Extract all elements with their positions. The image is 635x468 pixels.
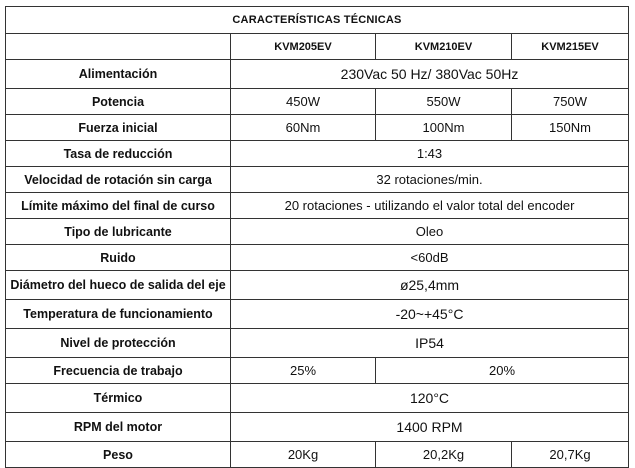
row-value: 60Nm	[231, 115, 376, 141]
row-value: 100Nm	[376, 115, 512, 141]
row-label: Alimentación	[6, 60, 231, 89]
row-value: 20,7Kg	[512, 442, 629, 468]
model-header-1: KVM205EV	[231, 34, 376, 60]
row-value: 20Kg	[231, 442, 376, 468]
row-value: Oleo	[231, 219, 629, 245]
row-value: 1400 RPM	[231, 413, 629, 442]
tech-specs-table	[5, 6, 629, 468]
row-value: 25%	[231, 358, 376, 384]
row-label: Temperatura de funcionamiento	[6, 300, 231, 329]
row-label: Límite máximo del final de curso	[6, 193, 231, 219]
table-row	[6, 300, 629, 329]
model-header-row	[6, 34, 629, 60]
table-title-row	[6, 7, 629, 34]
row-value: ø25,4mm	[231, 271, 629, 300]
table-row	[6, 384, 629, 413]
row-value: <60dB	[231, 245, 629, 271]
row-label: RPM del motor	[6, 413, 231, 442]
table-row	[6, 358, 629, 384]
model-header-2: KVM210EV	[376, 34, 512, 60]
row-value: -20~+45°C	[231, 300, 629, 329]
table-row	[6, 413, 629, 442]
row-value: 20%	[376, 358, 629, 384]
table-row	[6, 115, 629, 141]
row-label: Nivel de protección	[6, 329, 231, 358]
row-value: 550W	[376, 89, 512, 115]
row-value: 150Nm	[512, 115, 629, 141]
row-label: Tasa de reducción	[6, 141, 231, 167]
row-value: 750W	[512, 89, 629, 115]
table-row	[6, 219, 629, 245]
row-value: 230Vac 50 Hz/ 380Vac 50Hz	[231, 60, 629, 89]
row-value: IP54	[231, 329, 629, 358]
row-label: Potencia	[6, 89, 231, 115]
table-row	[6, 271, 629, 300]
row-value: 1:43	[231, 141, 629, 167]
row-label: Velocidad de rotación sin carga	[6, 167, 231, 193]
row-label: Peso	[6, 442, 231, 468]
row-value: 450W	[231, 89, 376, 115]
row-label: Térmico	[6, 384, 231, 413]
row-value: 20,2Kg	[376, 442, 512, 468]
table-row	[6, 193, 629, 219]
table-row	[6, 141, 629, 167]
table-row	[6, 60, 629, 89]
table-row	[6, 167, 629, 193]
row-label: Diámetro del hueco de salida del eje	[6, 271, 231, 300]
row-label: Frecuencia de trabajo	[6, 358, 231, 384]
model-header-3: KVM215EV	[512, 34, 629, 60]
row-label: Tipo de lubricante	[6, 219, 231, 245]
table-row	[6, 442, 629, 468]
table-row	[6, 245, 629, 271]
row-value: 32 rotaciones/min.	[231, 167, 629, 193]
table-row	[6, 329, 629, 358]
table-row	[6, 89, 629, 115]
row-label: Fuerza inicial	[6, 115, 231, 141]
header-empty-cell	[6, 34, 231, 60]
table-title-cell: CARACTERÍSTICAS TÉCNICAS	[6, 7, 629, 34]
row-value: 120°C	[231, 384, 629, 413]
row-value: 20 rotaciones - utilizando el valor total del encoder	[231, 193, 629, 219]
row-label: Ruido	[6, 245, 231, 271]
